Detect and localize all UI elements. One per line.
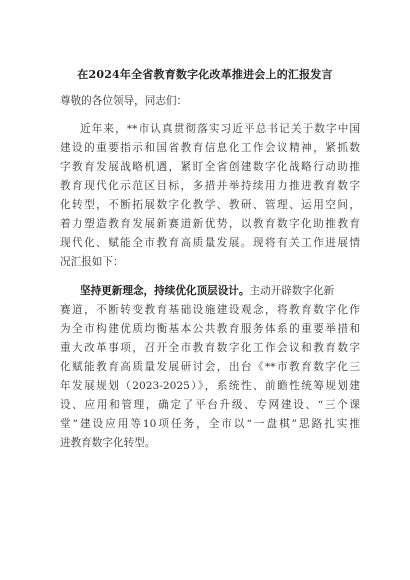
document-title: 在2024年全省教育数字化改革推进会上的汇报发言 xyxy=(77,68,333,81)
section-heading: 坚持更新理念，持续优化顶层设计。 xyxy=(80,285,250,297)
paragraph2-line: 赛道，不断转变教育基础设施建设观念，将教育数字化作 xyxy=(60,304,360,316)
paragraph2-line: 进教育数字化转型。 xyxy=(60,437,156,449)
paragraph2-line: 堂”建设应用等10项任务，全市以“一盘棋”思路扎实推 xyxy=(60,418,360,430)
paragraph1-line: 建设的重要指示和国省教育信息化工作会议精神，紧抓数 xyxy=(60,142,360,154)
paragraph1-line: 近年来，**市认真贯彻落实习近平总书记关于数字中国 xyxy=(80,123,360,135)
paragraph1-line: 字教育发展战略机遇，紧盯全省创建数字化战略行动助推 xyxy=(60,161,360,173)
paragraph2-line: 化赋能教育高质量发展研讨会，出台《**市教育数字化三 xyxy=(60,361,360,373)
paragraph2-line: 重大改革事项，召开全市教育数字化工作会议和教育数字 xyxy=(60,342,360,354)
paragraph2-line: 为全市构建优质均衡基本公共教育服务体系的重要举措和 xyxy=(60,323,360,335)
paragraph2-line: 设、应用和管理，确定了平台升级、专网建设、“三个课 xyxy=(60,399,360,411)
paragraph1-line: 教育现代化示范区目标，多措并举持续用力推进教育数字 xyxy=(60,180,360,192)
paragraph1-line: 化转型，不断拓展数字化教学、教研、管理、运用空间， xyxy=(60,199,360,211)
paragraph1-line: 况汇报如下： xyxy=(60,256,124,268)
paragraph2-first-line-text: 主动开辟数字化新 xyxy=(249,285,335,297)
paragraph1-line: 现代化、赋能全市教育高质量发展。现将有关工作进展情 xyxy=(60,237,360,249)
salutation: 尊敬的各位领导，同志们： xyxy=(60,95,188,107)
paragraph1-line: 着力塑造教育发展新赛道新优势，以教育数字化助推教育 xyxy=(60,218,360,230)
paragraph2-line: 年发展规划（2023-2025）》，系统性、前瞻性统筹规划建 xyxy=(60,380,360,392)
paragraph2-first-line xyxy=(80,284,360,298)
